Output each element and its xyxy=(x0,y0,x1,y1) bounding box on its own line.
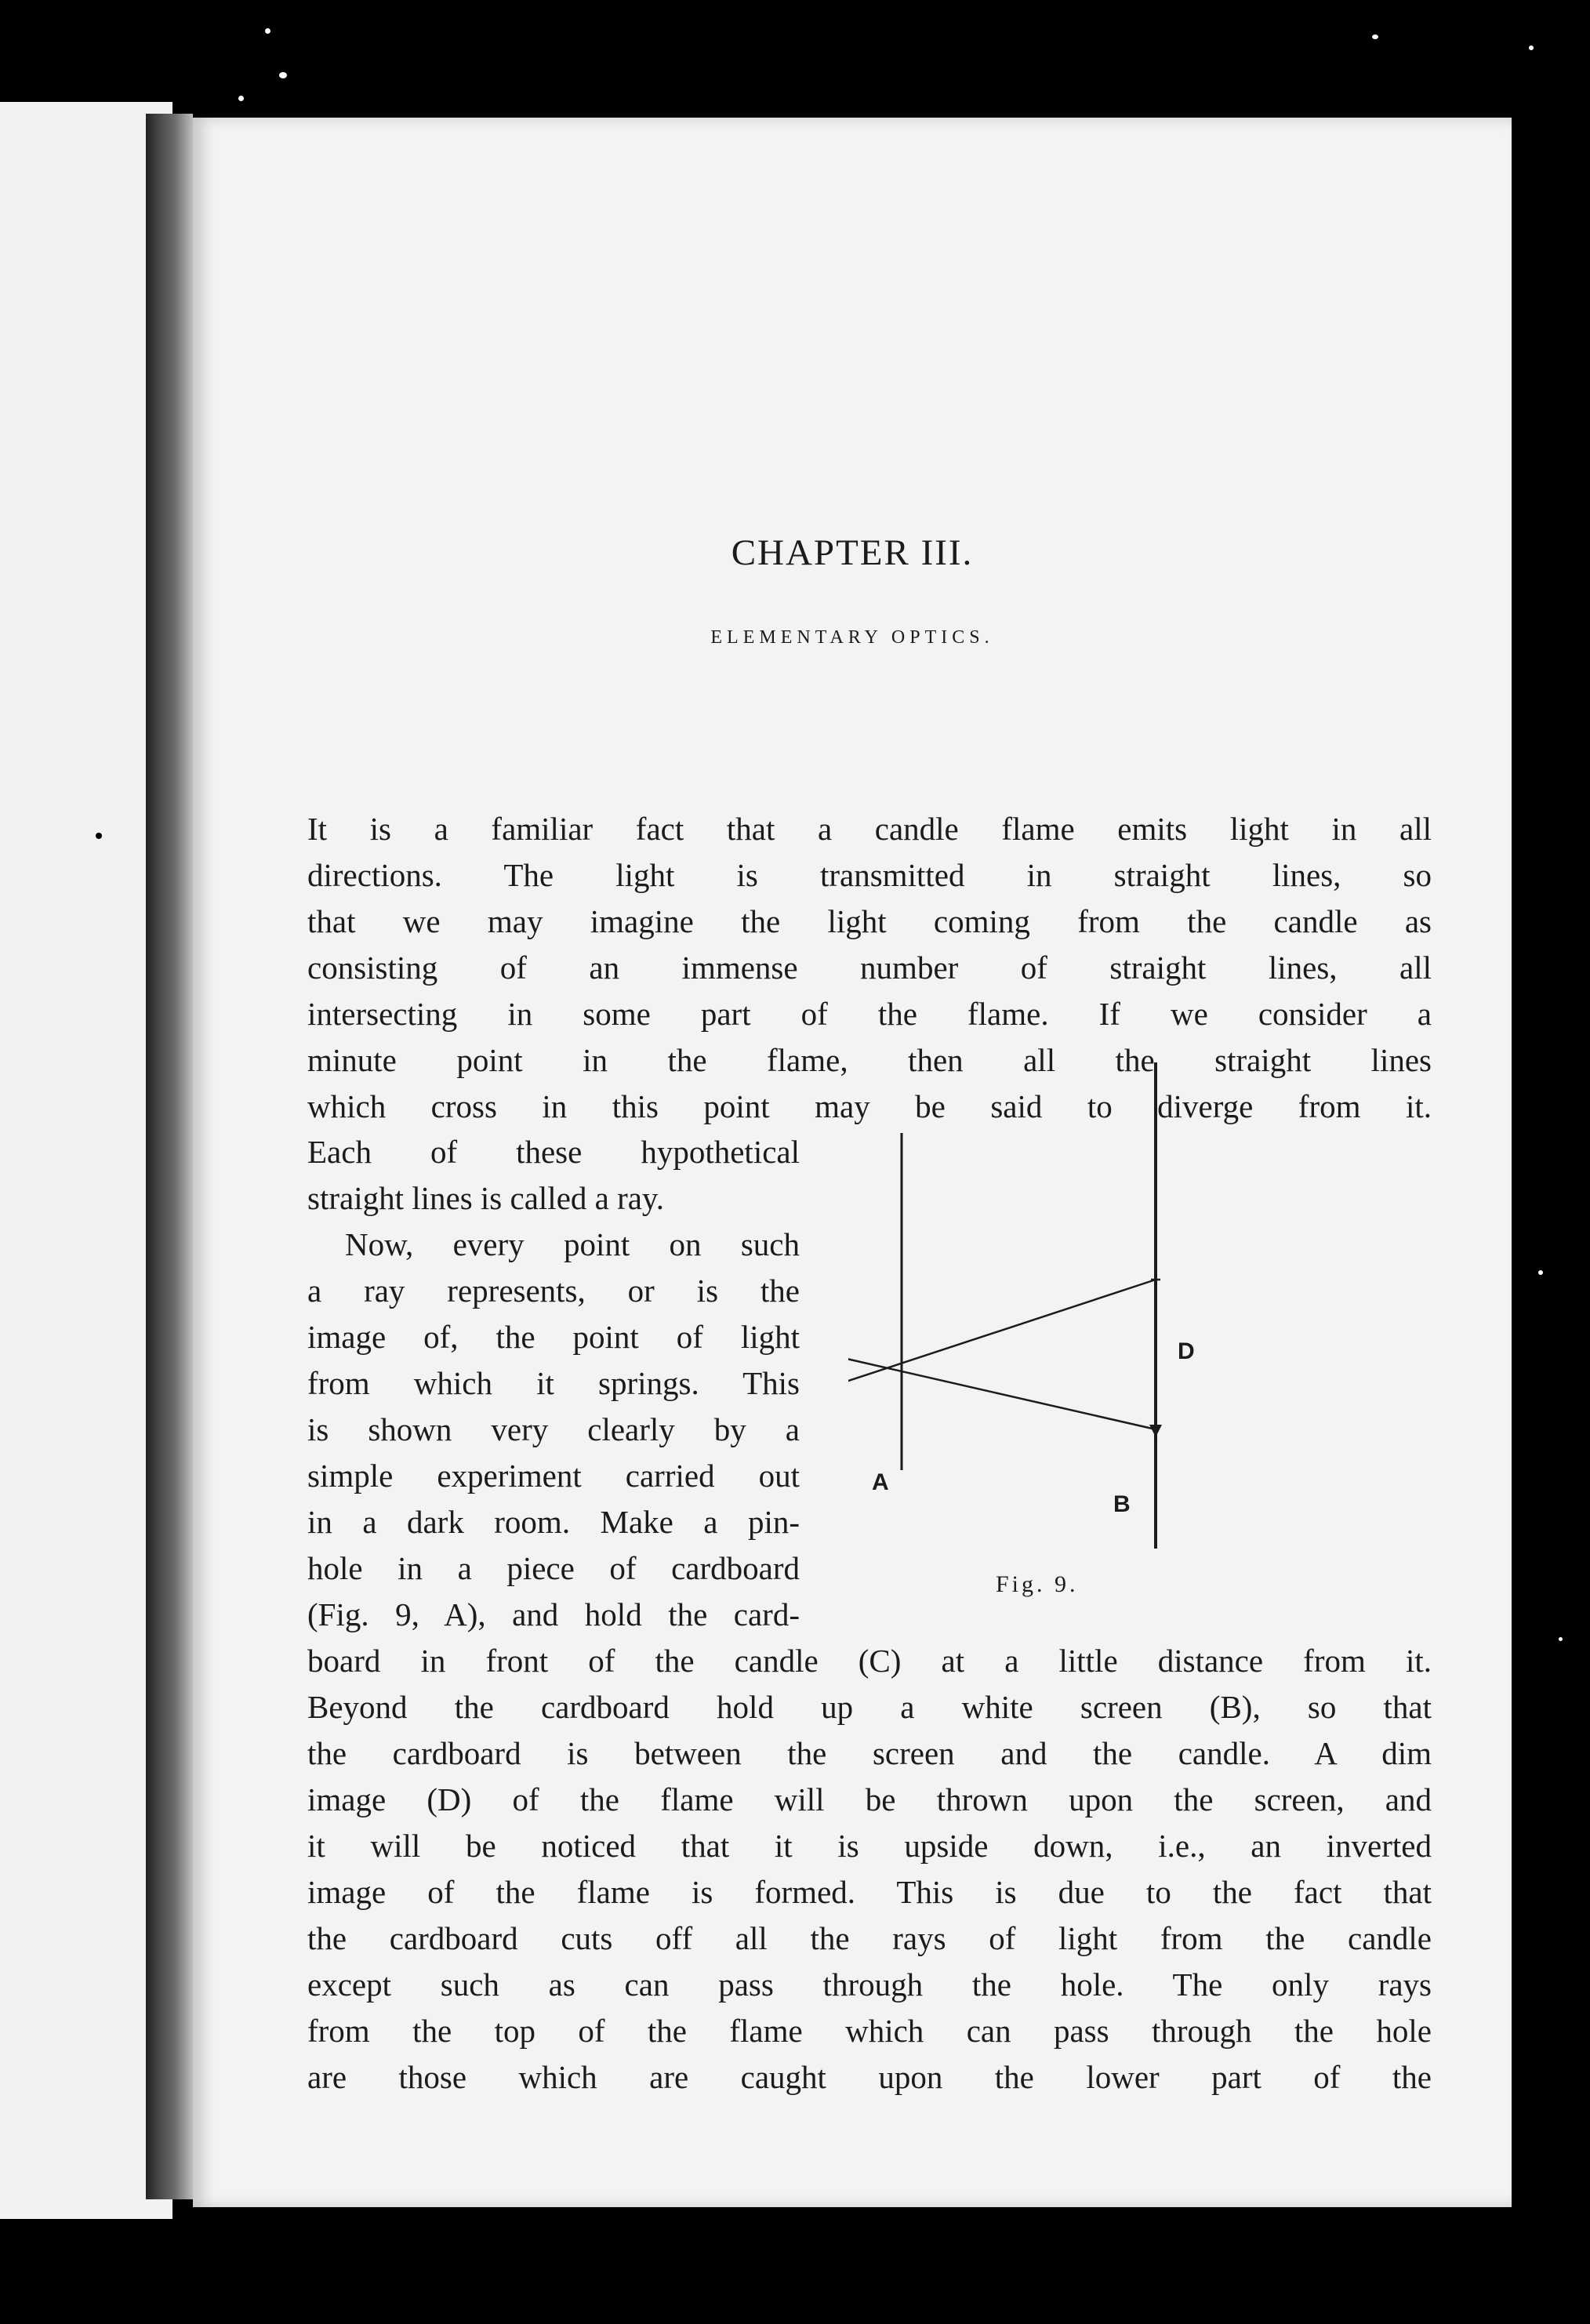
body-line: that we may imagine the light coming from the candle as xyxy=(307,903,1432,939)
label-b: B xyxy=(1113,1491,1131,1517)
body-line: Beyond the cardboard hold up a white screen (B), so that xyxy=(307,1689,1432,1725)
body-line: in a dark room. Make a pin- xyxy=(307,1504,800,1540)
figure-caption: Fig. 9. xyxy=(996,1571,1079,1597)
body-line: board in front of the candle (C) at a little distance from it. xyxy=(307,1643,1432,1679)
book-spine-shadow xyxy=(146,114,193,2199)
body-line: consisting of an immense number of straight lines, all xyxy=(307,950,1432,986)
label-d: D xyxy=(1178,1338,1195,1364)
body-line: (Fig. 9, A), and hold the card- xyxy=(307,1596,800,1632)
body-line: the cardboard cuts off all the rays of light from the candle xyxy=(307,1920,1432,1956)
body-line: Each of these hypothetical xyxy=(307,1134,800,1170)
pinhole-camera-diagram xyxy=(848,1062,1413,1588)
image-arrow-head xyxy=(1149,1425,1162,1437)
label-a: A xyxy=(872,1469,889,1495)
ray-bottom-to-top xyxy=(848,1280,1156,1405)
body-line: image of, the point of light xyxy=(307,1319,800,1355)
body-line: hole in a piece of cardboard xyxy=(307,1550,800,1586)
body-line: straight lines is called a ray. xyxy=(307,1180,665,1216)
ray-top-to-bottom xyxy=(848,1342,1156,1429)
chapter-subtitle: ELEMENTARY OPTICS. xyxy=(710,627,994,648)
body-line: simple experiment carried out xyxy=(307,1458,800,1494)
book-page xyxy=(193,118,1512,2207)
body-line: except such as can pass through the hole. The only rays xyxy=(307,1966,1432,2003)
body-line: are those which are caught upon the lower part of the xyxy=(307,2059,1432,2095)
dust-speck xyxy=(265,28,270,34)
dust-speck xyxy=(96,833,102,839)
dust-speck xyxy=(1538,1270,1543,1275)
body-line: a ray represents, or is the xyxy=(307,1273,800,1309)
body-line: it will be noticed that it is upside down, i.e., an inverted xyxy=(307,1828,1432,1864)
body-line: from the top of the flame which can pass through the hole xyxy=(307,2013,1432,2049)
body-line: Now, every point on such xyxy=(345,1226,800,1262)
body-line: intersecting in some part of the flame. If we consider a xyxy=(307,996,1432,1032)
body-line: from which it springs. This xyxy=(307,1365,800,1401)
body-line: image of the flame is formed. This is due to the fact that xyxy=(307,1874,1432,1910)
body-line: the cardboard is between the screen and the candle. A dim xyxy=(307,1735,1432,1771)
dust-speck xyxy=(1372,34,1378,39)
chapter-title: CHAPTER III. xyxy=(731,532,974,573)
dust-speck xyxy=(1559,1637,1563,1641)
dust-speck xyxy=(279,72,287,78)
dust-speck xyxy=(1529,45,1534,50)
body-line: image (D) of the flame will be thrown upon the screen, and xyxy=(307,1781,1432,1817)
body-line: It is a familiar fact that a candle flame emits light in all xyxy=(307,811,1432,847)
body-line: minute point in the flame, then all the straight lines xyxy=(307,1042,1432,1078)
body-line: directions. The light is transmitted in straight lines, so xyxy=(307,857,1432,893)
dust-speck xyxy=(238,96,244,101)
body-line: is shown very clearly by a xyxy=(307,1411,800,1447)
body-line: which cross in this point may be said to diverge from it. xyxy=(307,1088,1432,1124)
